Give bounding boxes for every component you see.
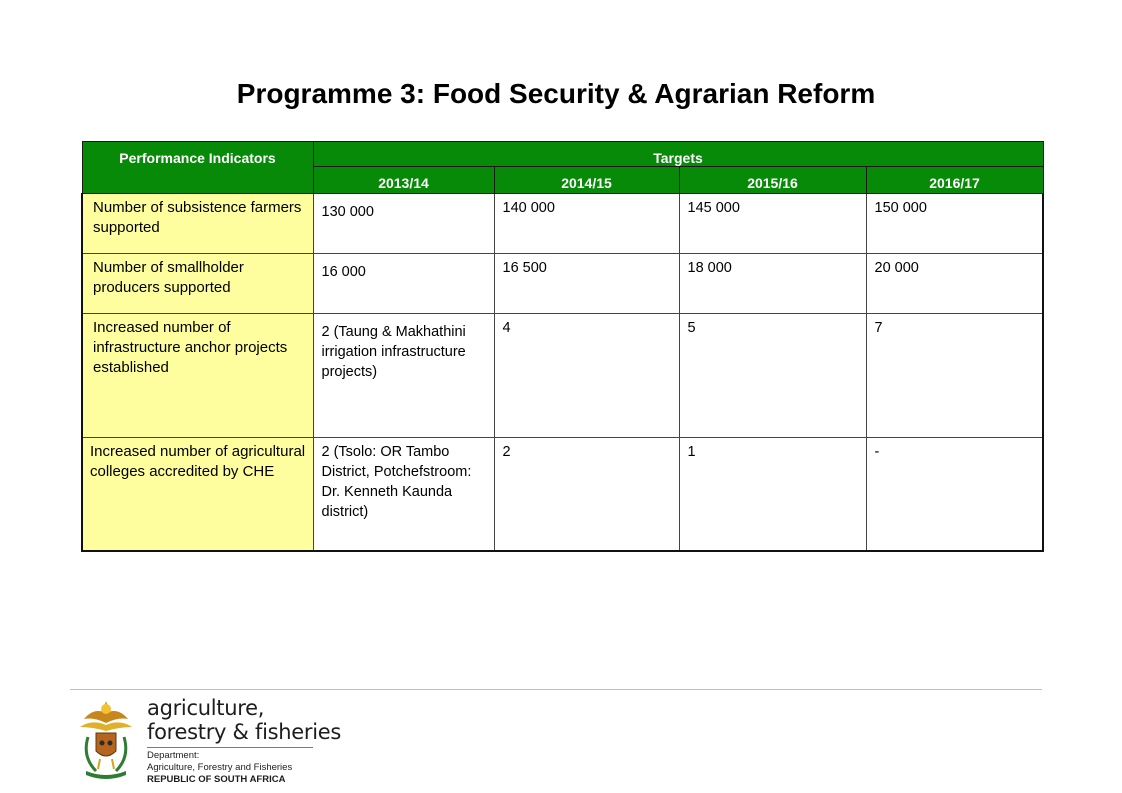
performance-indicators-table (81, 141, 1044, 552)
target-cell: 150 000 (866, 194, 1043, 254)
footer-divider (70, 689, 1042, 690)
department-name: Agriculture, Forestry and Fisheries (147, 762, 293, 773)
target-cell: 7 (866, 314, 1043, 438)
table-row (82, 254, 1043, 314)
target-cell: 16 500 (494, 254, 679, 314)
department-label: Department: (147, 750, 200, 761)
indicator-label: Increased number of agricultural colleges accredited by CHE (82, 438, 313, 552)
country-name: REPUBLIC OF SOUTH AFRICA (147, 774, 286, 785)
target-cell: 5 (679, 314, 866, 438)
department-logo (147, 696, 341, 786)
target-cell: 130 000 (313, 194, 494, 254)
logo-wordmark-line2: forestry & fisheries (147, 720, 342, 744)
target-cell: - (866, 438, 1043, 552)
target-cell: 18 000 (679, 254, 866, 314)
logo-divider (147, 747, 313, 748)
target-cell: 2 (Tsolo: OR Tambo District, Potchefstroom: Dr. Kenneth Kaunda district) (313, 438, 494, 552)
target-cell: 140 000 (494, 194, 679, 254)
header-year: 2015/16 (679, 167, 866, 194)
target-cell: 145 000 (679, 194, 866, 254)
target-cell: 2 (Taung & Makhathini irrigation infrastructure projects) (313, 314, 494, 438)
indicator-label: Number of smallholder producers supported (82, 254, 313, 314)
coat-of-arms-icon (76, 697, 136, 779)
header-year: 2016/17 (866, 167, 1043, 194)
target-cell: 1 (679, 438, 866, 552)
logo-wordmark-line1: agriculture, (147, 696, 265, 720)
header-targets: Targets (313, 142, 1043, 167)
target-cell: 16 000 (313, 254, 494, 314)
header-year: 2013/14 (313, 167, 494, 194)
indicator-label: Increased number of infrastructure anchor projects established (82, 314, 313, 438)
header-performance-indicators: Performance Indicators (82, 142, 313, 194)
target-cell: 20 000 (866, 254, 1043, 314)
table-row (82, 314, 1043, 438)
table-row (82, 438, 1043, 552)
table-row (82, 194, 1043, 254)
slide-title: Programme 3: Food Security & Agrarian Reform (236, 78, 876, 109)
target-cell: 4 (494, 314, 679, 438)
target-cell: 2 (494, 438, 679, 552)
header-year: 2014/15 (494, 167, 679, 194)
indicator-label: Number of subsistence farmers supported (82, 194, 313, 254)
